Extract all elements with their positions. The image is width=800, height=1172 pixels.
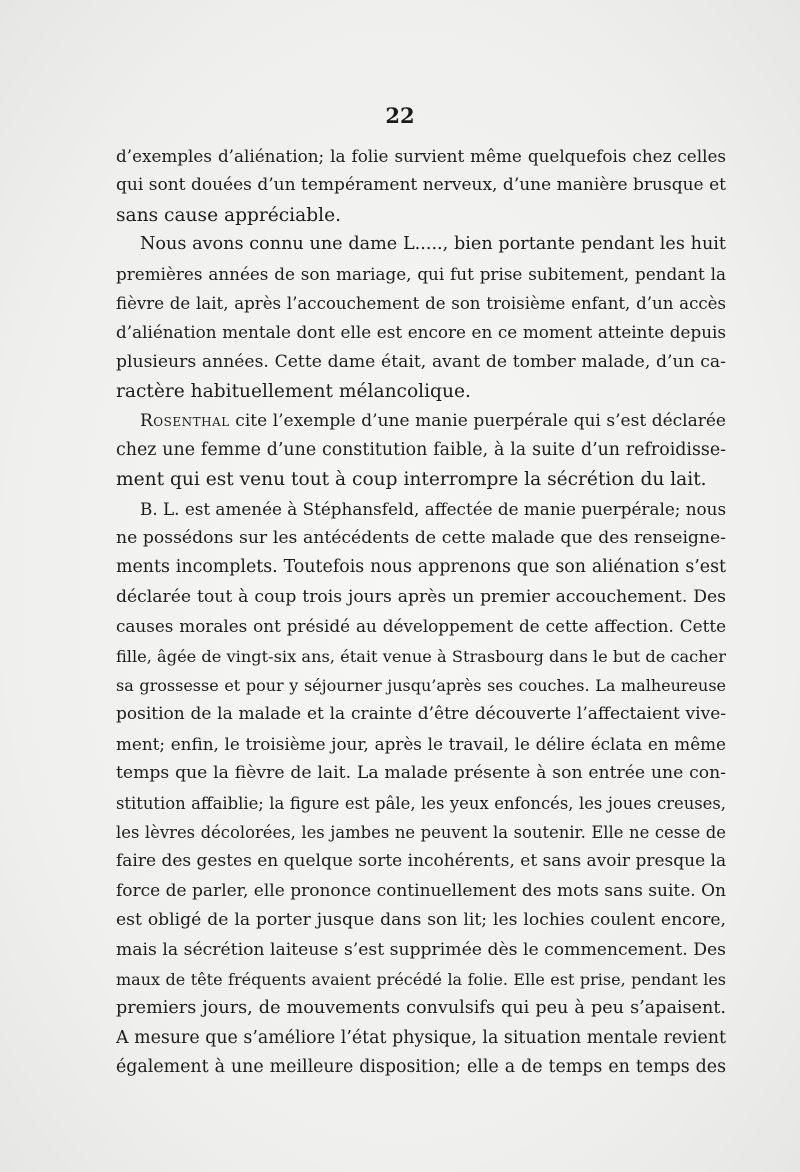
text-line: sans cause appréciable.	[116, 204, 341, 226]
text-line: maux de tête fréquents avaient précédé la folie. Elle est prise, pendant les	[116, 969, 726, 989]
text-line: force de parler, elle prononce continuellement des mots sans suite. On	[116, 880, 726, 901]
text-line: faire des gestes en quelque sorte incohérents, et sans avoir presque la	[116, 851, 727, 872]
author-name: Rosenthal	[140, 410, 230, 431]
text-line: position de la malade et la crainte d’être découverte l’affectaient vive-	[116, 704, 726, 725]
text-line: stitution affaiblie; la figure est pâle, les yeux enfoncés, les joues creuses,	[116, 793, 726, 813]
text-line: Nous avons connu une dame L....., bien portante pendant les huit	[140, 234, 726, 255]
text-line: B. L. est amenée à Stéphansfeld, affectée de manie puerpérale; nous	[140, 498, 727, 519]
text-line: ractère habituellement mélancolique.	[116, 381, 471, 403]
body-text	[116, 142, 726, 1083]
text-line: causes morales ont présidé au développement de cette affection. Cette	[116, 616, 726, 637]
page-number: 22	[385, 103, 415, 128]
text-line: ment; enfin, le troisième jour, après le travail, le délire éclata en même	[116, 733, 726, 754]
text-line: fille, âgée de vingt-six ans, était venue à Strasbourg dans le but de cacher	[116, 646, 726, 666]
text-line: ne possédons sur les antécédents de cette malade que des renseigne-	[116, 528, 726, 549]
text-line: A mesure que s’améliore l’état physique, la situation mentale revient	[116, 1027, 726, 1048]
text-line: chez une femme d’une constitution faible, à la suite d’un refroidisse-	[116, 439, 726, 460]
text-line: ments incomplets. Toutefois nous apprenons que son aliénation s’est	[116, 557, 726, 578]
text-line: premiers jours, de mouvements convulsifs qui peu à peu s’apaisent.	[116, 998, 726, 1019]
text-line: mais la sécrétion laiteuse s’est supprimée dès le commencement. Des	[116, 939, 726, 960]
text-line: les lèvres décolorées, les jambes ne peuvent la soutenir. Elle ne cesse de	[116, 822, 726, 842]
text-line: ment qui est venu tout à coup interrompre la sécrétion du lait.	[116, 469, 707, 491]
text-line-rest: cite l’exemple d’une manie puerpérale qui s’est déclarée	[235, 410, 726, 431]
text-line: d’aliénation mentale dont elle est encore en ce moment atteinte depuis	[116, 322, 726, 343]
text-line: premières années de son mariage, qui fut prise subitement, pendant la	[116, 263, 726, 284]
text-line: fièvre de lait, après l’accouchement de son troisième enfant, d’un accès	[116, 293, 726, 313]
text-line: est obligé de la porter jusque dans son lit; les lochies coulent encore,	[116, 910, 726, 931]
text-line: également à une meilleure disposition; elle a de temps en temps des	[116, 1057, 726, 1078]
text-line: sa grossesse et pour y séjourner jusqu’après ses couches. La malheureuse	[116, 676, 726, 696]
text-line: d’exemples d’aliénation; la folie survient même quelquefois chez celles	[116, 146, 726, 166]
text-line	[116, 407, 726, 436]
text-line: plusieurs années. Cette dame était, avant de tomber malade, d’un ca-	[116, 351, 726, 372]
text-line: qui sont douées d’un tempérament nerveux, d’une manière brusque et	[116, 175, 726, 196]
text-line: déclarée tout à coup trois jours après un premier accouchement. Des	[116, 586, 726, 607]
text-line: temps que la fièvre de lait. La malade présente à son entrée une con-	[116, 763, 726, 784]
